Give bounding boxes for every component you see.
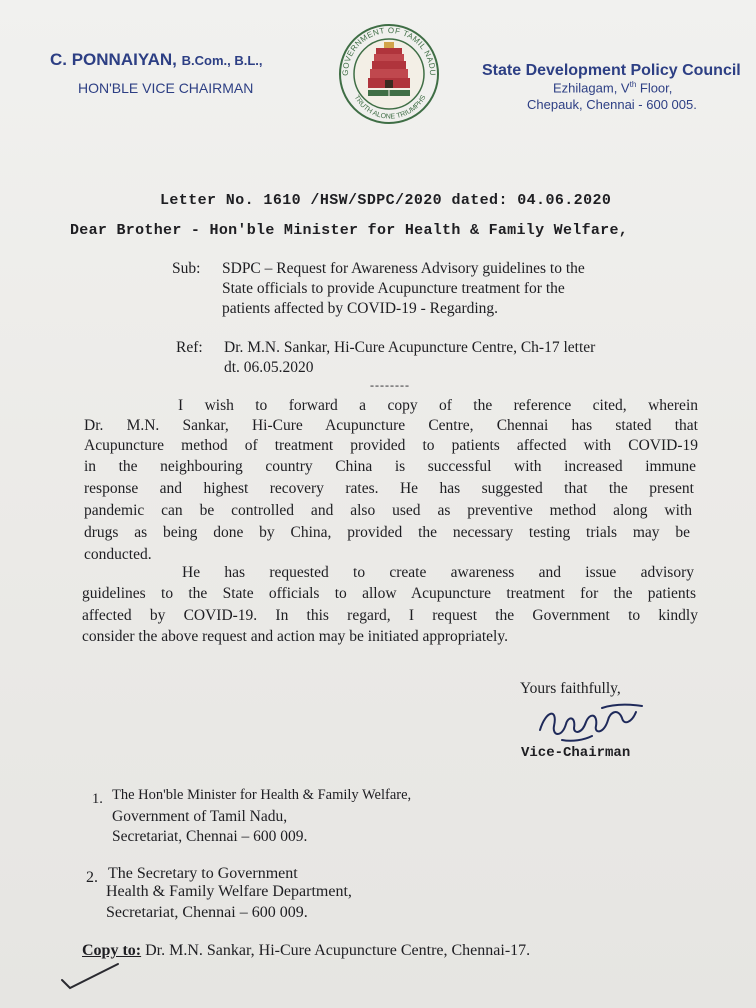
subject-line: patients affected by COVID-19 - Regarding. bbox=[222, 300, 499, 317]
body-line: Acupuncture method of treatment provided to patients affected with COVID-19 bbox=[84, 437, 698, 454]
reference-label: Ref: bbox=[176, 339, 203, 356]
emblem-top-text: GOVERNMENT OF TAMIL NADU bbox=[340, 25, 438, 76]
separator: -------- bbox=[370, 378, 410, 392]
body-line: pandemic can be controlled and also used as preventive method along with bbox=[84, 502, 692, 519]
recipient-number: 1. bbox=[92, 791, 103, 807]
body-line: guidelines to the State officials to allow Acupuncture treatment for the patients bbox=[82, 585, 696, 602]
recipient-line: Secretariat, Chennai – 600 009. bbox=[106, 904, 308, 921]
body-line: conducted. bbox=[84, 546, 152, 563]
sender-name-text: C. PONNAIYAN, bbox=[50, 50, 177, 69]
letter-reference-number: Letter No. 1610 /HSW/SDPC/2020 dated: 04.06.2020 bbox=[160, 192, 612, 209]
recipient-line: Government of Tamil Nadu, bbox=[112, 808, 288, 825]
body-line: consider the above request and action may be initiated appropriately. bbox=[82, 628, 508, 645]
address-line-1 bbox=[553, 80, 672, 95]
body-line: Dr. M.N. Sankar, Hi-Cure Acupuncture Centre, Chennai has stated that bbox=[84, 417, 698, 434]
handwritten-signature bbox=[532, 700, 650, 750]
subject-label: Sub: bbox=[172, 260, 201, 277]
sender-designation: HON'BLE VICE CHAIRMAN bbox=[78, 80, 254, 96]
check-mark-icon bbox=[58, 958, 128, 998]
reference-line: Dr. M.N. Sankar, Hi-Cure Acupuncture Centre, Ch-17 letter bbox=[224, 339, 596, 356]
address-line-1-end: Floor, bbox=[636, 80, 673, 96]
reference-line: dt. 06.05.2020 bbox=[224, 359, 314, 376]
closing: Yours faithfully, bbox=[520, 680, 621, 697]
recipient-number: 2. bbox=[86, 869, 98, 886]
body-line: I wish to forward a copy of the reference cited, wherein bbox=[178, 397, 698, 414]
body-line: in the neighbouring country China is successful with increased immune bbox=[84, 458, 696, 475]
subject-line: SDPC – Request for Awareness Advisory guidelines to the bbox=[222, 260, 585, 277]
sender-name bbox=[50, 50, 263, 70]
tamil-nadu-emblem bbox=[334, 18, 444, 130]
copy-to bbox=[82, 942, 530, 960]
subject-line: State officials to provide Acupuncture treatment for the bbox=[222, 280, 565, 297]
recipient-line: The Hon'ble Minister for Health & Family Welfare, bbox=[112, 787, 412, 803]
sender-degrees: B.Com., B.L., bbox=[181, 53, 263, 68]
body-line: affected by COVID-19. In this regard, I request the Government to kindly bbox=[82, 607, 698, 624]
body-line: response and highest recovery rates. He has suggested that the present bbox=[84, 480, 694, 497]
recipient-line: The Secretary to Government bbox=[108, 865, 298, 882]
copy-to-text: Dr. M.N. Sankar, Hi-Cure Acupuncture Centre, Chennai-17. bbox=[141, 942, 531, 959]
emblem-bottom-text: TRUTH ALONE TRIUMPHS bbox=[352, 94, 428, 121]
address-superscript: th bbox=[629, 80, 637, 89]
copy-to-label: Copy to: bbox=[82, 942, 142, 959]
body-line: He has requested to create awareness and issue advisory bbox=[182, 564, 694, 581]
salutation: Dear Brother - Hon'ble Minister for Health & Family Welfare, bbox=[70, 222, 629, 239]
council-name: State Development Policy Council bbox=[482, 62, 741, 79]
recipient-line: Health & Family Welfare Department, bbox=[106, 883, 352, 900]
address-line-2: Chepauk, Chennai - 600 005. bbox=[527, 97, 697, 112]
body-line: drugs as being done by China, provided the necessary testing trials may be bbox=[84, 524, 690, 541]
signatory-title: Vice-Chairman bbox=[521, 745, 631, 761]
recipient-line: Secretariat, Chennai – 600 009. bbox=[112, 828, 308, 845]
address-line-1-text: Ezhilagam, V bbox=[553, 80, 630, 96]
